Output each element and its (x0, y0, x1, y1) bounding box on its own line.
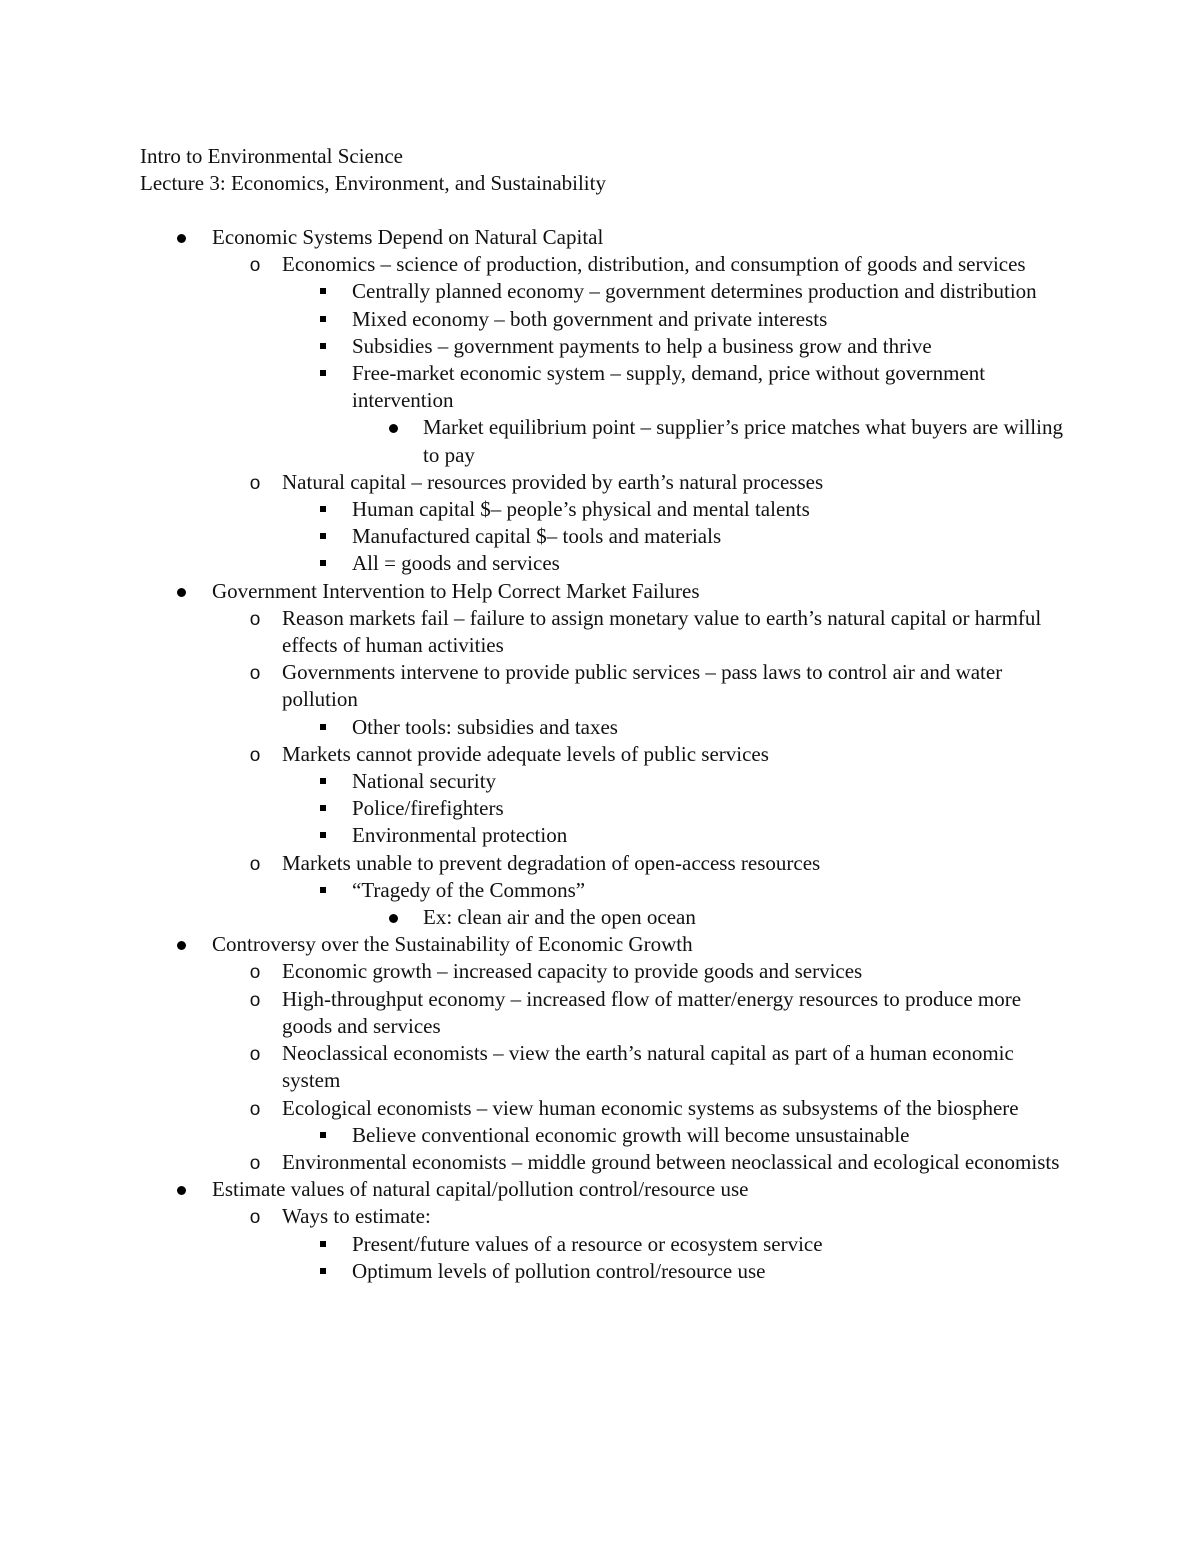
outline-item-text: Environmental economists – middle ground between neoclassical and ecological economists (282, 1149, 1060, 1174)
outline-item-level-1 (0, 931, 1200, 958)
document-header (140, 143, 1100, 197)
outline-item-text: Subsidies – government payments to help a business grow and thrive (352, 333, 932, 358)
outline-item-level-2 (0, 986, 1200, 1040)
outline-item-level-3 (0, 550, 1200, 577)
outline-item-level-3 (0, 1231, 1200, 1258)
outline-item-text: “Tragedy of the Commons” (352, 877, 586, 902)
outline-item-level-3 (0, 768, 1200, 795)
outline-item-level-4 (0, 414, 1200, 468)
outline-item-text: Markets unable to prevent degradation of open-access resources (282, 850, 821, 875)
outline-item-level-2 (0, 659, 1200, 713)
outline-item-level-3 (0, 306, 1200, 333)
outline-item-text: Neoclassical economists – view the earth’s natural capital as part of a human economic system (282, 1041, 1014, 1093)
outline-item-level-3 (0, 1122, 1200, 1149)
hollow-o-bullet-icon: o (249, 472, 261, 494)
outline-item-text: Market equilibrium point – supplier’s price matches what buyers are willing to pay (423, 415, 1063, 467)
outline-item-level-3 (0, 333, 1200, 360)
hollow-o-bullet-icon: o (249, 255, 261, 277)
outline-item-level-2 (0, 958, 1200, 985)
outline-item-level-2 (0, 1040, 1200, 1094)
outline-item-level-3 (0, 278, 1200, 305)
outline-item-text: Ecological economists – view human economic systems as subsystems of the biosphere (282, 1095, 1019, 1120)
outline-item-text: Other tools: subsidies and taxes (352, 714, 618, 739)
hollow-o-bullet-icon: o (249, 853, 261, 875)
outline-item-text: Optimum levels of pollution control/resource use (352, 1258, 766, 1283)
outline-item-level-3 (0, 360, 1200, 414)
outline-item-level-3 (0, 795, 1200, 822)
outline-item-text: Estimate values of natural capital/pollution control/resource use (212, 1177, 749, 1202)
lecture-subtitle: Lecture 3: Economics, Environment, and Sustainability (140, 171, 606, 195)
outline-item-level-2 (0, 251, 1200, 278)
hollow-o-bullet-icon: o (249, 1044, 261, 1066)
outline-item-text: Controversy over the Sustainability of Economic Growth (212, 932, 693, 957)
outline-item-text: Centrally planned economy – government determines production and distribution (352, 279, 1037, 304)
outline-item-text: Free-market economic system – supply, demand, price without government intervention (352, 361, 986, 413)
outline-item-text: Believe conventional economic growth will become unsustainable (352, 1122, 910, 1147)
hollow-o-bullet-icon: o (249, 1152, 261, 1174)
outline-item-text: Reason markets fail – failure to assign monetary value to earth’s natural capital or harmful effects of human activities (282, 605, 1042, 658)
outline-item-text: Economic Systems Depend on Natural Capital (212, 225, 604, 249)
outline-item-level-2 (0, 1203, 1200, 1230)
outline-item-level-3 (0, 714, 1200, 741)
outline-item-level-2 (0, 741, 1200, 768)
outline-item-text: Human capital $– people’s physical and mental talents (352, 497, 810, 522)
outline-item-level-2 (0, 469, 1200, 496)
outline-item-level-3 (0, 523, 1200, 550)
outline-item-level-4 (0, 904, 1200, 931)
outline-item-text: Police/firefighters (352, 796, 504, 821)
outline-item-text: Natural capital – resources provided by earth’s natural processes (282, 469, 824, 494)
outline-item-text: High-throughput economy – increased flow of matter/energy resources to produce more goods and services (282, 986, 1022, 1038)
outline-item-text: Economic growth – increased capacity to provide goods and services (282, 959, 863, 984)
outline-item-text: Present/future values of a resource or ecosystem service (352, 1231, 823, 1256)
hollow-o-bullet-icon: o (249, 989, 261, 1011)
outline-item-level-1 (0, 224, 1200, 251)
outline-item-level-3 (0, 822, 1200, 849)
outline-item-level-2 (0, 1095, 1200, 1122)
outline-item-level-3 (0, 1258, 1200, 1285)
outline-item-text: All = goods and services (352, 551, 560, 576)
outline-item-level-3 (0, 496, 1200, 523)
outline-item-level-2 (0, 850, 1200, 877)
lecture-outline (0, 224, 1200, 1285)
outline-item-text: National security (352, 769, 497, 794)
outline-item-level-1 (0, 578, 1200, 605)
hollow-o-bullet-icon: o (249, 1098, 261, 1120)
outline-item-text: Ways to estimate: (282, 1204, 431, 1229)
outline-item-level-2 (0, 1149, 1200, 1176)
outline-item-text: Ex: clean air and the open ocean (423, 905, 696, 930)
outline-item-text: Environmental protection (352, 823, 568, 848)
outline-item-text: Governments intervene to provide public services – pass laws to control air and water pollution (282, 660, 1003, 712)
outline-item-level-2 (0, 605, 1200, 659)
hollow-o-bullet-icon: o (249, 663, 261, 685)
outline-item-text: Government Intervention to Help Correct Market Failures (212, 578, 700, 603)
outline-item-text: Economics – science of production, distribution, and consumption of goods and services (282, 252, 1026, 277)
document-title: Intro to Environmental Science (140, 144, 404, 168)
outline-item-text: Mixed economy – both government and private interests (352, 306, 828, 331)
hollow-o-bullet-icon: o (249, 1207, 261, 1229)
hollow-o-bullet-icon: o (249, 608, 261, 630)
outline-item-level-1 (0, 1176, 1200, 1203)
outline-item-text: Manufactured capital $– tools and materials (352, 524, 722, 549)
outline-item-level-3 (0, 877, 1200, 904)
hollow-o-bullet-icon: o (249, 744, 261, 766)
hollow-o-bullet-icon: o (249, 962, 261, 984)
outline-item-text: Markets cannot provide adequate levels of public services (282, 741, 769, 766)
